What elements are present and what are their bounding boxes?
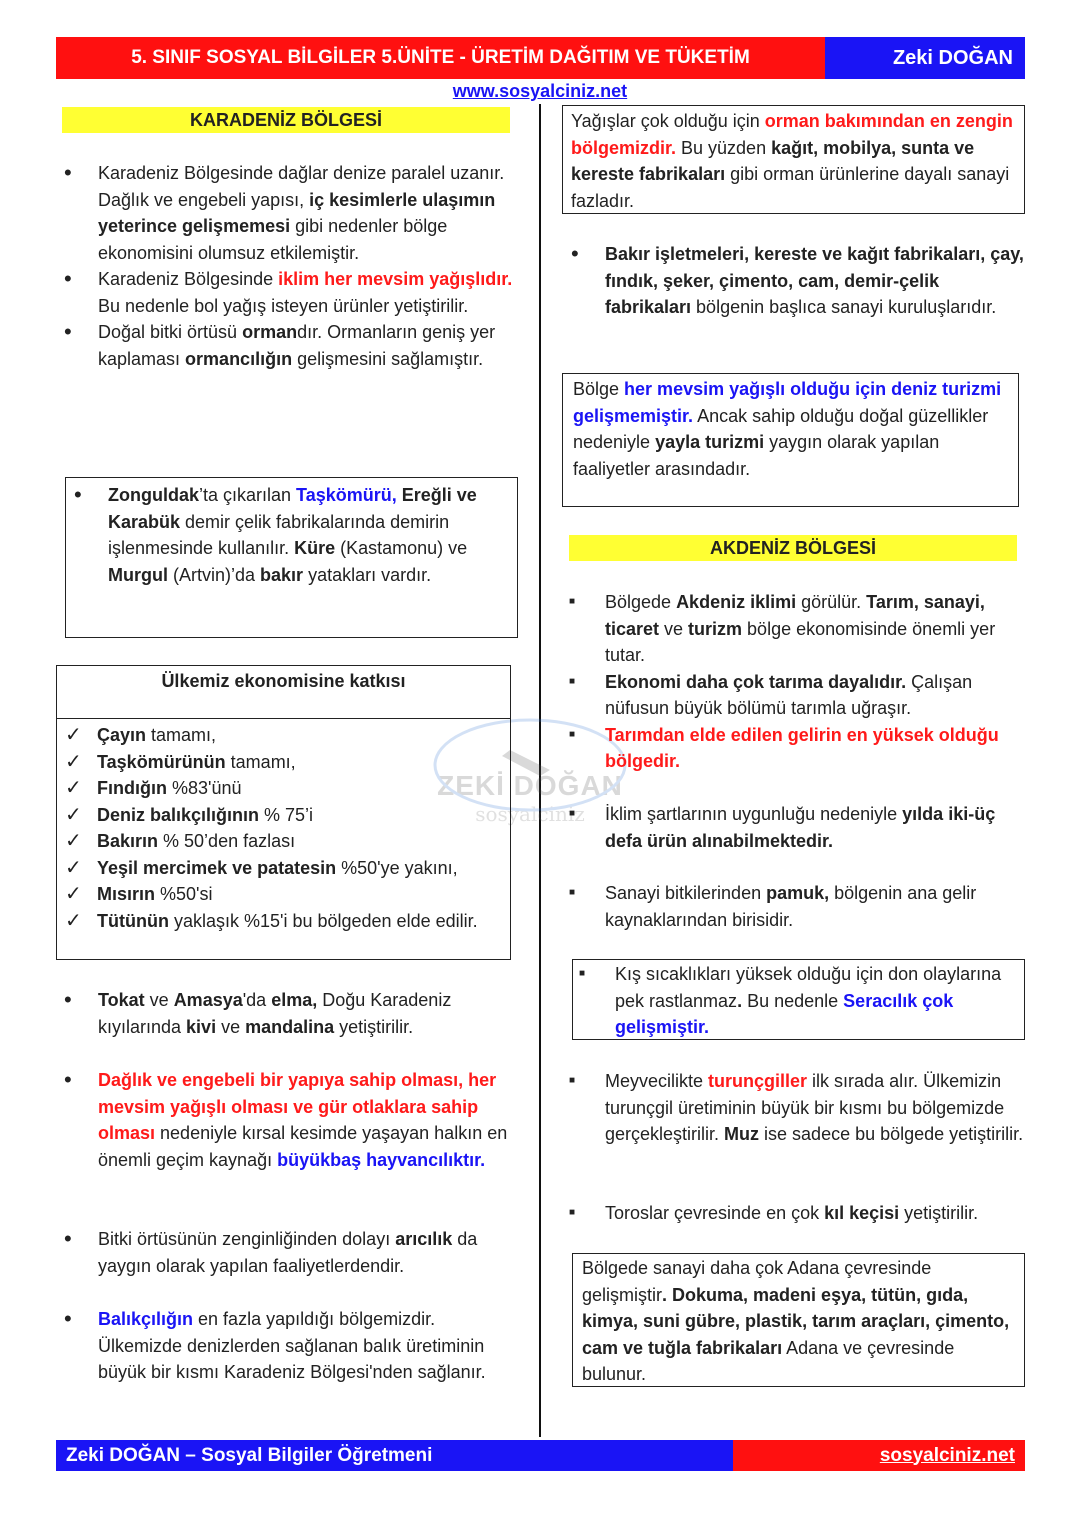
- akdeniz-list-3: [563, 880, 1025, 933]
- econ-list-item: ✓ Tütünün yaklaşık %15'i bu bölgeden elde edilir.: [57, 908, 510, 935]
- karadeniz-list-1: [56, 160, 516, 372]
- list-item: ■ Bölgede Akdeniz iklimi görülür. Tarım, sanayi, ticaret ve turizm bölge ekonomisinde önemli yer tutar.: [563, 589, 1025, 669]
- karadeniz-title: KARADENİZ BÖLGESİ: [62, 107, 510, 133]
- econ-list-item: ✓ Mısırın %50'si: [57, 881, 510, 908]
- karadeniz-list-2: [56, 987, 516, 1040]
- econ-title-box: [56, 665, 511, 718]
- website-line: [0, 81, 1080, 102]
- econ-list-item: ✓ Çayın tamamı,: [57, 722, 510, 749]
- list-item: • Balıkçılığın en fazla yapıldığı bölgemizdir. Ülkemizde denizlerden sağlanan balık üretiminin büyük bir kısmı Karadeniz Bölgesi'nden sağlanır.: [56, 1306, 516, 1386]
- list-item: ■ Toroslar çevresinde en çok kıl keçisi yetiştirilir.: [563, 1200, 1025, 1227]
- list-item: ■ Kış sıcaklıkları yüksek olduğu için don olaylarına pek rastlanmaz. Bu nedenle Seracılık çok gelişmiştir.: [573, 961, 1018, 1041]
- list-item: • Zonguldak’ta çıkarılan Taşkömürü, Ereğli ve Karabük demir çelik fabrikalarında demirin işlenmesinde kullanılır. Küre (Kastamonu) ve Murgul (Artvin)’da bakır yatakları vardır.: [66, 482, 509, 588]
- forest-box: Yağışlar çok olduğu için orman bakımından en zengin bölgemizdir. Bu yüzden kağıt, mobilya, sunta ve kereste fabrikaları gibi orman ürünlerine dayalı sanayi fazladır.: [562, 105, 1025, 214]
- akdeniz-list-2: [563, 801, 1025, 854]
- econ-list-box: [56, 718, 511, 960]
- list-item: • Bitki örtüsünün zenginliğinden dolayı arıcılık da yaygın olarak yapılan faaliyetlerdendir.: [56, 1226, 516, 1279]
- footer-author: Zeki DOĞAN – Sosyal Bilgiler Öğretmeni: [56, 1440, 733, 1471]
- econ-list: [57, 722, 510, 934]
- karadeniz-list-5: [56, 1306, 516, 1386]
- list-item: • Bakır işletmeleri, kereste ve kağıt fabrikaları, çay, fındık, şeker, çimento, cam, demir-çelik fabrikaları bölgenin başlıca sanayi kuruluşlarıdır.: [563, 241, 1025, 321]
- list-item: • Karadeniz Bölgesinde iklim her mevsim yağışlıdır. Bu nedenle bol yağış isteyen ürünler yetiştirilir.: [56, 266, 516, 319]
- industry-list: [563, 241, 1025, 321]
- econ-title: Ülkemiz ekonomisine katkısı: [161, 671, 406, 691]
- header-author: Zeki DOĞAN: [825, 37, 1025, 79]
- website-link[interactable]: www.sosyalciniz.net: [452, 81, 628, 101]
- header-bar: [56, 37, 1025, 79]
- list-item: • Tokat ve Amasya'da elma, Doğu Karadeniz kıyılarında kivi ve mandalina yetiştirilir.: [56, 987, 516, 1040]
- footer-website-link[interactable]: sosyalciniz.net: [733, 1440, 1025, 1471]
- footer-bar: [56, 1440, 1025, 1471]
- watermark-sub: sosyalciniz: [475, 802, 585, 826]
- zonguldak-box: [65, 477, 518, 638]
- list-item: • Dağlık ve engebeli bir yapıya sahip olması, her mevsim yağışlı olması ve gür otlaklara sahip olması nedeniyle kırsal kesimde yaşayan halkın en önemli geçim kaynağı büyükbaş hayvancılıktır.: [56, 1067, 516, 1173]
- list-item: ■ İklim şartlarının uygunluğu nedeniyle yılda iki-üç defa ürün alınabilmektedir.: [563, 801, 1025, 854]
- list-item: ■ Ekonomi daha çok tarıma dayalıdır. Çalışan nüfusun büyük bölümü tarımla uğraşır.: [563, 669, 1025, 722]
- econ-list-item: ✓ Bakırın % 50’den fazlası: [57, 828, 510, 855]
- greenhouse-box: [572, 959, 1025, 1040]
- econ-list-item: ✓ Yeşil mercimek ve patatesin %50'ye yakını,: [57, 855, 510, 882]
- list-item: • Doğal bitki örtüsü ormandır. Ormanların geniş yer kaplaması ormancılığın gelişmesini sağlamıştır.: [56, 319, 516, 372]
- akdeniz-list-1: [563, 589, 1025, 775]
- akdeniz-title: AKDENİZ BÖLGESİ: [569, 535, 1017, 561]
- header-title: 5. SINIF SOSYAL BİLGİLER 5.ÜNİTE - ÜRETİM DAĞITIM VE TÜKETİM: [56, 37, 825, 79]
- adana-box: Bölgede sanayi daha çok Adana çevresinde gelişmiştir. Dokuma, madeni eşya, tütün, gıda, kimya, suni gübre, plastik, tarım araçları, çimento, cam ve tuğla fabrikaları Adana ve çevresinde bulunur.: [572, 1253, 1025, 1387]
- akdeniz-list-4: [563, 1068, 1025, 1148]
- watermark-main: ZEKİ DOĞAN: [437, 770, 623, 801]
- list-item: ■ Meyvecilikte turunçgiller ilk sırada alır. Ülkemizin turunçgil üretiminin büyük bir kısmı bu bölgemizde gerçekleştirilir. Muz ise sadece bu bölgede yetiştirilir.: [563, 1068, 1025, 1148]
- akdeniz-list-5: [563, 1200, 1025, 1227]
- econ-list-item: ✓ Fındığın %83'ünü: [57, 775, 510, 802]
- karadeniz-list-3: [56, 1067, 516, 1173]
- list-item: ■ Tarımdan elde edilen gelirin en yüksek olduğu bölgedir.: [563, 722, 1025, 775]
- tourism-box: Bölge her mevsim yağışlı olduğu için deniz turizmi gelişmemiştir. Ancak sahip olduğu doğal güzellikler nedeniyle yayla turizmi yaygın olarak yapılan faaliyetler arasındadır.: [562, 373, 1019, 507]
- econ-list-item: ✓ Deniz balıkçılığının % 75’i: [57, 802, 510, 829]
- econ-list-item: ✓ Taşkömürünün tamamı,: [57, 749, 510, 776]
- list-item: ■ Sanayi bitkilerinden pamuk, bölgenin ana gelir kaynaklarından birisidir.: [563, 880, 1025, 933]
- karadeniz-list-4: [56, 1226, 516, 1279]
- list-item: • Karadeniz Bölgesinde dağlar denize paralel uzanır. Dağlık ve engebeli yapısı, iç kesimlerle ulaşımın yeterince gelişmemesi gibi nedenler bölge ekonomisini olumsuz etkilemiştir.: [56, 160, 516, 266]
